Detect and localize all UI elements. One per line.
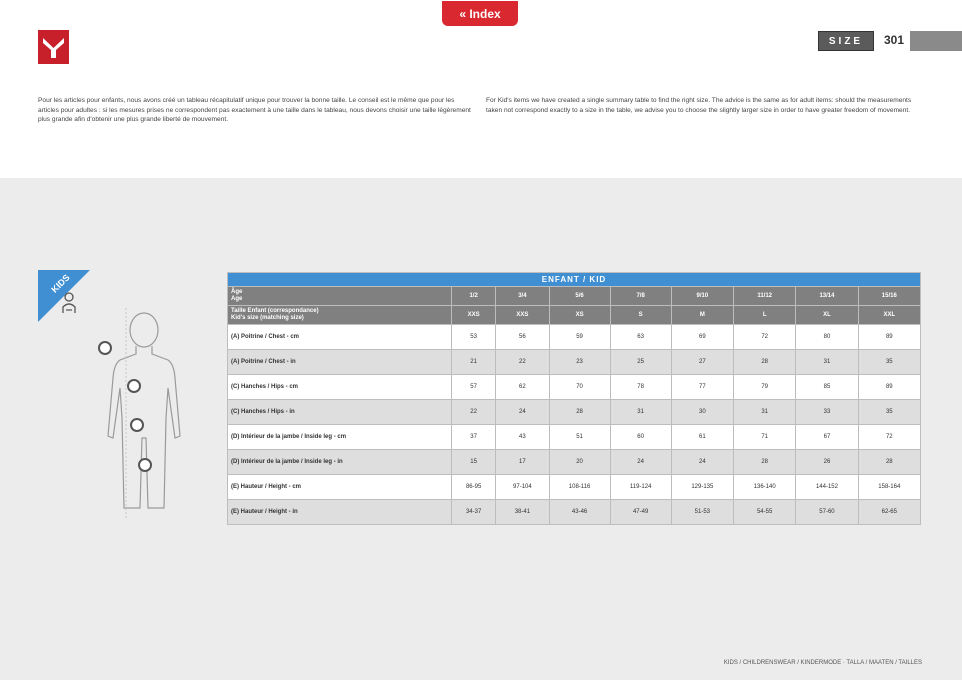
table-cell: 136-140	[734, 475, 796, 500]
table-cell: 89	[858, 325, 920, 350]
table-cell: 57	[452, 375, 496, 400]
table-cell: 62	[496, 375, 549, 400]
table-cell: 72	[734, 325, 796, 350]
table-cell: 30	[671, 400, 733, 425]
table-cell: 60	[610, 425, 671, 450]
size-cell: XS	[549, 306, 610, 325]
table-row	[228, 325, 921, 350]
table-cell: 67	[796, 425, 858, 450]
table-cell: 47-49	[610, 500, 671, 525]
table-cell: 25	[610, 350, 671, 375]
age-cell: 15/16	[858, 287, 920, 306]
table-cell: 26	[796, 450, 858, 475]
age-cell: 13/14	[796, 287, 858, 306]
table-cell: 59	[549, 325, 610, 350]
table-cell: 43-46	[549, 500, 610, 525]
table-cell: 27	[671, 350, 733, 375]
kids-ribbon-label: KIDS	[49, 272, 72, 295]
table-cell: 144-152	[796, 475, 858, 500]
table-cell: 23	[549, 350, 610, 375]
table-cell: 28	[549, 400, 610, 425]
table-cell: 28	[734, 350, 796, 375]
row-label: (C) Hanches / Hips - cm	[228, 375, 452, 400]
measurement-marker-c	[130, 418, 144, 432]
table-cell: 21	[452, 350, 496, 375]
child-figure	[96, 308, 188, 518]
table-cell: 37	[452, 425, 496, 450]
age-cell: 3/4	[496, 287, 549, 306]
table-cell: 53	[452, 325, 496, 350]
table-cell: 77	[671, 375, 733, 400]
table-cell: 158-164	[858, 475, 920, 500]
brand-logo	[38, 30, 69, 64]
size-cell: M	[671, 306, 733, 325]
measurement-marker-b	[127, 379, 141, 393]
table-cell: 108-116	[549, 475, 610, 500]
table-cell: 97-104	[496, 475, 549, 500]
age-cell: 7/8	[610, 287, 671, 306]
table-cell: 38-41	[496, 500, 549, 525]
age-cell: 9/10	[671, 287, 733, 306]
table-cell: 31	[610, 400, 671, 425]
size-cell: S	[610, 306, 671, 325]
table-title: ENFANT / KID	[228, 273, 921, 287]
size-cell: XXS	[496, 306, 549, 325]
table-cell: 22	[496, 350, 549, 375]
row-label: (E) Hauteur / Height - in	[228, 500, 452, 525]
table-cell: 71	[734, 425, 796, 450]
row-label: (A) Poitrine / Chest - in	[228, 350, 452, 375]
table-cell: 119-124	[610, 475, 671, 500]
table-row	[228, 500, 921, 525]
section-tab	[910, 31, 962, 51]
table-cell: 22	[452, 400, 496, 425]
table-cell: 57-60	[796, 500, 858, 525]
table-cell: 20	[549, 450, 610, 475]
table-cell: 63	[610, 325, 671, 350]
table-row	[228, 475, 921, 500]
table-cell: 24	[610, 450, 671, 475]
age-row	[228, 287, 921, 306]
row-label: (D) Intérieur de la jambe / Inside leg - cm	[228, 425, 452, 450]
table-cell: 89	[858, 375, 920, 400]
table-cell: 43	[496, 425, 549, 450]
row-label: (E) Hauteur / Height - cm	[228, 475, 452, 500]
table-cell: 72	[858, 425, 920, 450]
table-cell: 61	[671, 425, 733, 450]
age-cell: 11/12	[734, 287, 796, 306]
size-row-label: Taille Enfant (correspondance) Kid's size (matching size)	[228, 306, 452, 325]
age-cell: 5/6	[549, 287, 610, 306]
table-cell: 51	[549, 425, 610, 450]
size-cell: L	[734, 306, 796, 325]
size-badge: SIZE	[818, 31, 874, 51]
table-row	[228, 375, 921, 400]
table-cell: 80	[796, 325, 858, 350]
table-cell: 62-65	[858, 500, 920, 525]
page-number: 301	[883, 33, 905, 47]
table-cell: 79	[734, 375, 796, 400]
table-cell: 33	[796, 400, 858, 425]
row-label: (A) Poitrine / Chest - cm	[228, 325, 452, 350]
size-cell: XXS	[452, 306, 496, 325]
table-cell: 85	[796, 375, 858, 400]
table-row	[228, 425, 921, 450]
table-cell: 86-95	[452, 475, 496, 500]
table-cell: 31	[796, 350, 858, 375]
index-button[interactable]: « Index	[442, 1, 518, 26]
intro-text-en: For Kid's items we have created a single summary table to find the right size. The advice is the same as for adult items: should the measurements taken not correspond exactly to a size in the table, we advise you to choose the slightly larger size in order to have greater freedom of movement.	[486, 97, 912, 114]
measurement-marker-a	[98, 341, 112, 355]
size-cell: XXL	[858, 306, 920, 325]
table-cell: 51-53	[671, 500, 733, 525]
table-row	[228, 350, 921, 375]
child-icon	[60, 291, 78, 315]
table-cell: 56	[496, 325, 549, 350]
table-cell: 78	[610, 375, 671, 400]
row-label: (D) Intérieur de la jambe / Inside leg - in	[228, 450, 452, 475]
intro-text-fr: Pour les articles pour enfants, nous avons créé un tableau récapitulatif unique pour trouver la bonne taille. Le conseil est le même que pour les articles pour adultes : si les mesures prises ne correspondent pas exactement à une taille dans le tableau, nous devons choisir une taille légèrement plus grande afin d'obtenir une plus grande liberté de mouvement.	[38, 97, 471, 124]
table-cell: 70	[549, 375, 610, 400]
table-row	[228, 450, 921, 475]
row-label: (C) Hanches / Hips - in	[228, 400, 452, 425]
table-cell: 69	[671, 325, 733, 350]
footer-text: KIDS / CHILDRENSWEAR / KINDERMODE · TALLA / MAATEN / TAILLES	[723, 660, 922, 666]
table-cell: 15	[452, 450, 496, 475]
size-table	[227, 272, 921, 525]
table-cell: 35	[858, 400, 920, 425]
table-cell: 17	[496, 450, 549, 475]
size-cell: XL	[796, 306, 858, 325]
table-cell: 54-55	[734, 500, 796, 525]
table-cell: 28	[858, 450, 920, 475]
table-cell: 28	[734, 450, 796, 475]
table-cell: 35	[858, 350, 920, 375]
table-cell: 34-37	[452, 500, 496, 525]
size-row	[228, 306, 921, 325]
table-cell: 24	[671, 450, 733, 475]
table-row	[228, 400, 921, 425]
age-cell: 1/2	[452, 287, 496, 306]
age-row-label: Âge Age	[228, 287, 452, 306]
measurement-marker-d	[138, 458, 152, 472]
table-cell: 129-135	[671, 475, 733, 500]
table-cell: 24	[496, 400, 549, 425]
table-cell: 31	[734, 400, 796, 425]
